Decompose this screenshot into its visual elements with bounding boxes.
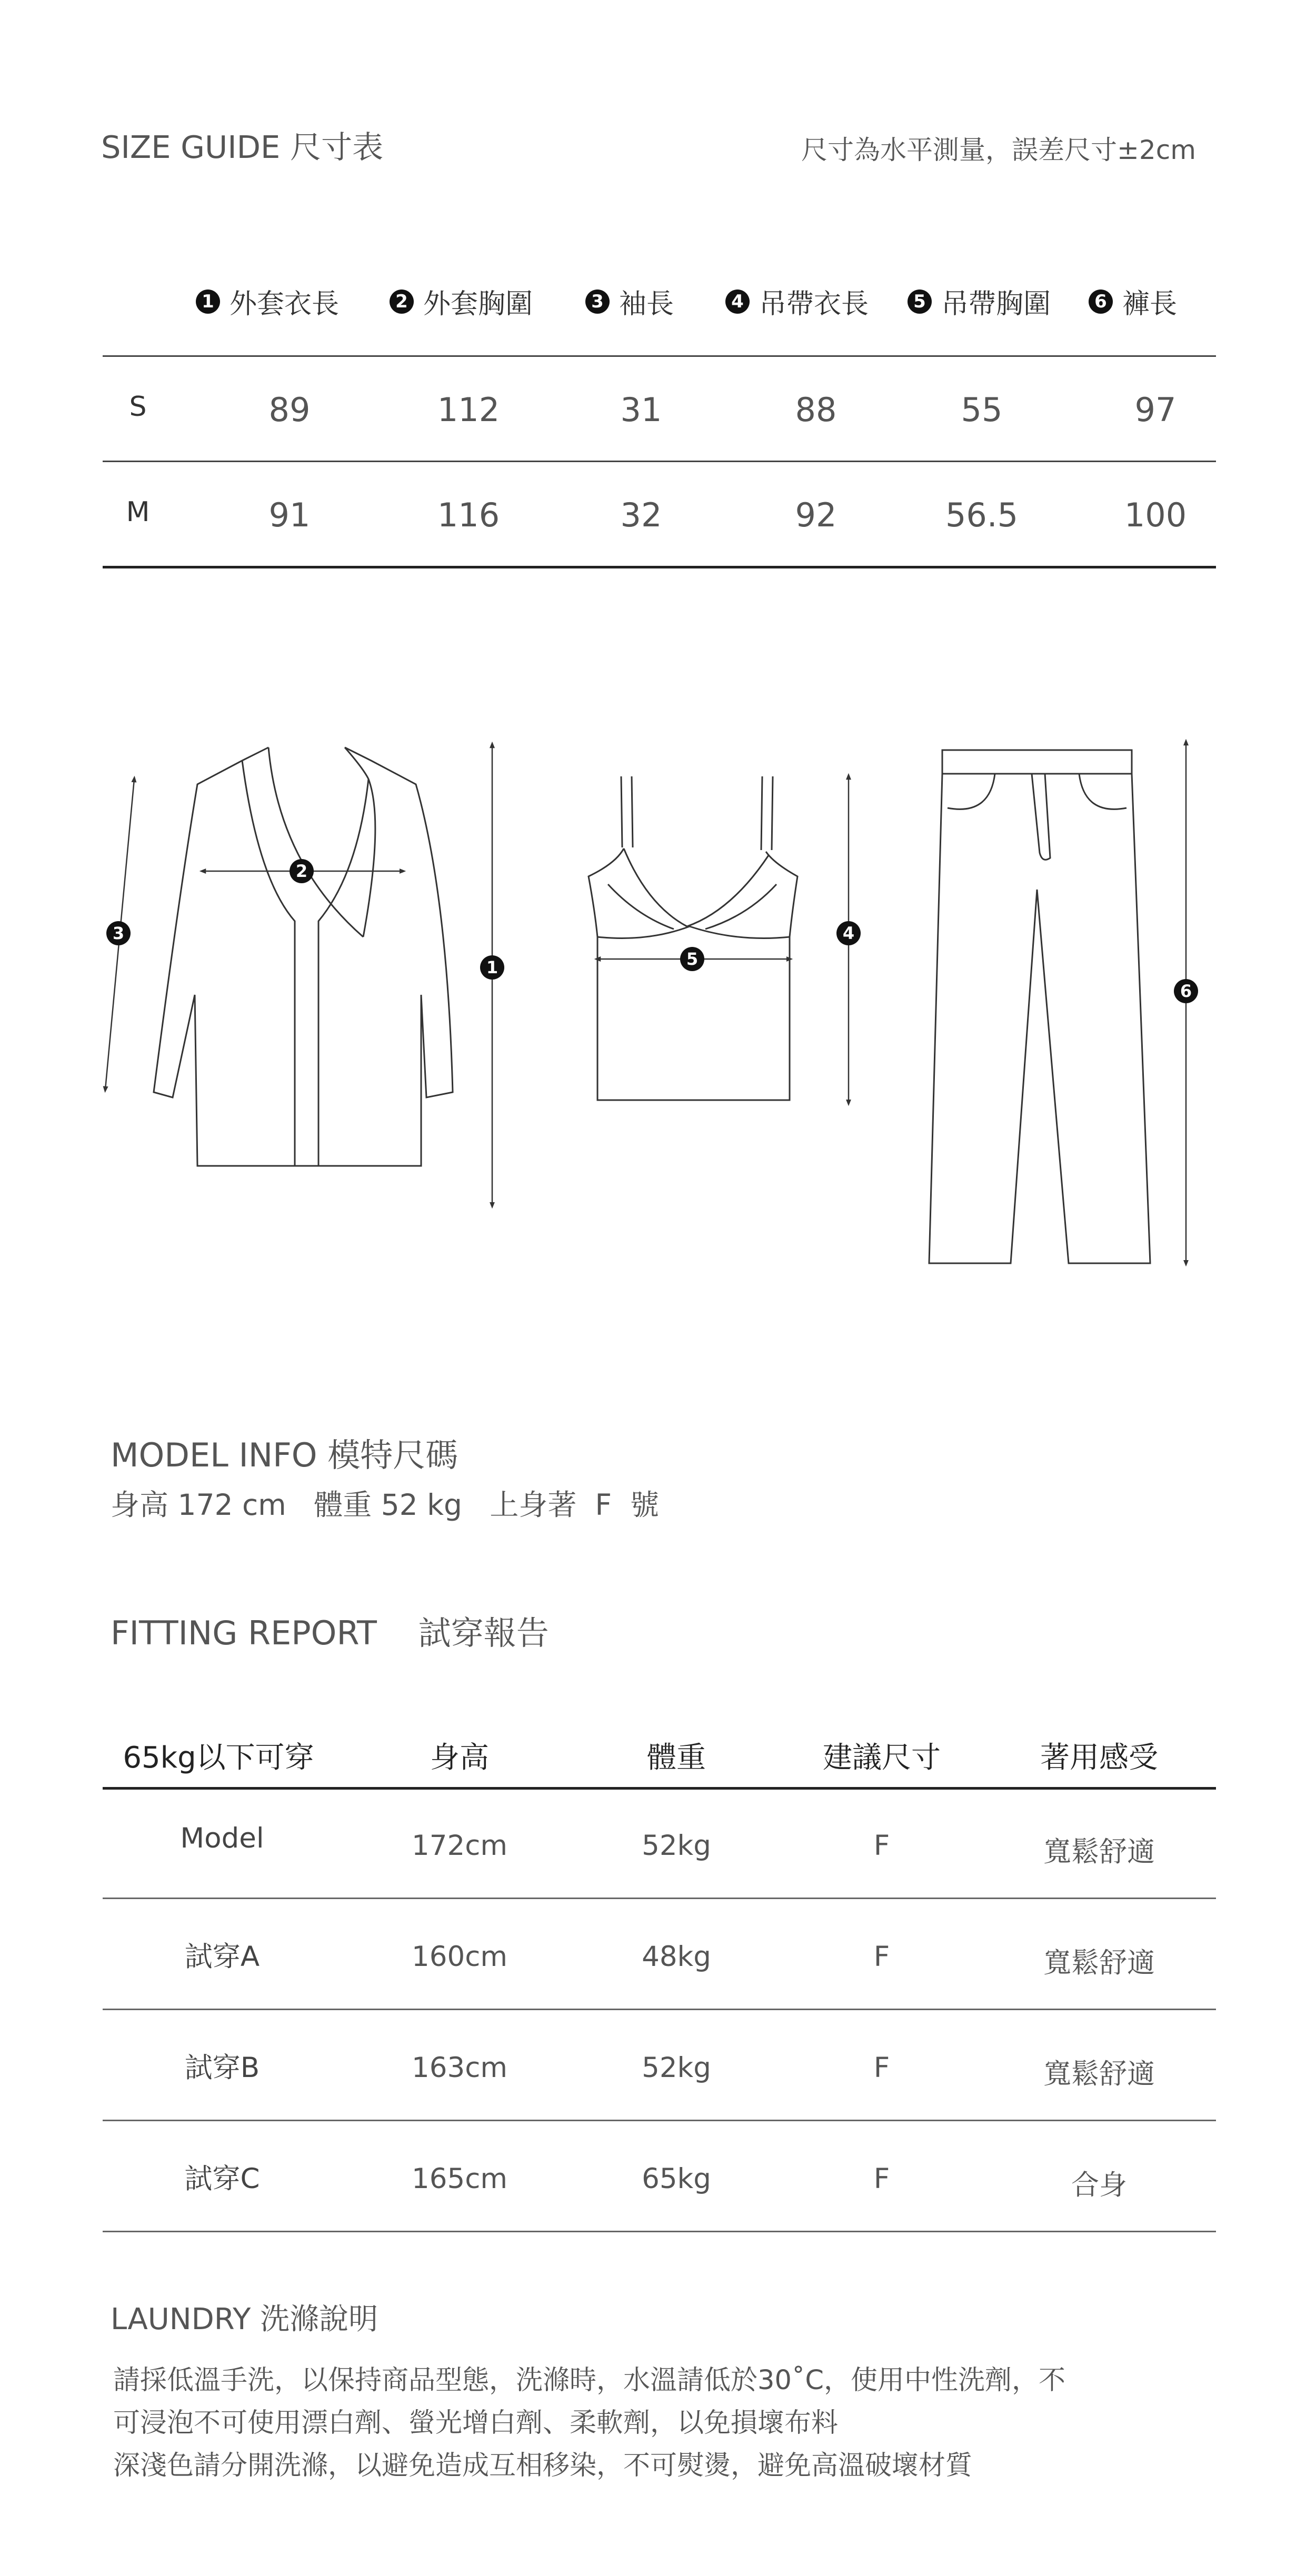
column-header-sleeve-length xyxy=(585,282,674,321)
table-bottom-border xyxy=(103,566,1216,568)
svg-text:3: 3 xyxy=(112,923,125,943)
marker-6-icon xyxy=(1174,979,1198,1003)
table-cell: 合身 xyxy=(1071,2169,1127,2201)
table-cell: 31 xyxy=(620,391,662,429)
fitting-report-title: FITTING REPORT 試穿報告 xyxy=(111,1614,549,1652)
table-divider xyxy=(103,355,1216,357)
column-header-pants-length xyxy=(1089,282,1177,321)
laundry-title: LAUNDRY 洗滌說明 xyxy=(111,2302,378,2337)
column-header-label: 外套衣長 xyxy=(230,288,340,320)
svg-text:6: 6 xyxy=(1180,981,1192,1001)
size-label-m: M xyxy=(126,496,150,528)
number-6-icon: 6 xyxy=(1089,289,1113,314)
table-cell: F xyxy=(873,2052,890,2084)
table-cell: 48kg xyxy=(642,1941,711,1973)
table-cell: 寬鬆舒適 xyxy=(1043,1947,1155,1979)
table-cell: 56.5 xyxy=(945,496,1019,534)
svg-text:1: 1 xyxy=(486,957,499,977)
measurement-note: 尺寸為水平測量，誤差尺寸±2cm xyxy=(801,135,1196,165)
garment-diagram xyxy=(0,721,1316,1279)
table-cell: F xyxy=(873,2163,890,2195)
table-divider xyxy=(103,1898,1216,1899)
table-cell: 寬鬆舒適 xyxy=(1043,2058,1155,2090)
table-cell: 32 xyxy=(620,496,662,534)
table-cell: 100 xyxy=(1124,496,1187,534)
table-divider xyxy=(103,2009,1216,2010)
table-cell: 172cm xyxy=(412,1830,507,1862)
number-4-icon: 4 xyxy=(725,289,750,314)
size-guide-title: SIZE GUIDE 尺寸表 xyxy=(101,129,384,165)
table-cell: 163cm xyxy=(412,2052,507,2084)
number-3-icon: 3 xyxy=(585,289,610,314)
table-cell: 65kg xyxy=(642,2163,711,2195)
fitting-header-size: 建議尺寸 xyxy=(823,1741,941,1775)
fitting-header-height: 身高 xyxy=(430,1741,489,1775)
fitting-header-divider xyxy=(103,1787,1216,1790)
column-header-label: 外套胸圍 xyxy=(423,288,533,320)
marker-1-icon xyxy=(480,955,504,980)
fitting-row-label: 試穿A xyxy=(184,1941,260,1973)
fitting-row-label: Model xyxy=(180,1822,264,1854)
number-5-icon: 5 xyxy=(908,289,932,314)
model-info-title: MODEL INFO 模特尺碼 xyxy=(111,1436,458,1474)
fitting-row-label: 試穿B xyxy=(184,2052,260,2084)
number-1-icon: 1 xyxy=(196,289,220,314)
column-header-label: 吊帶衣長 xyxy=(759,288,869,320)
table-cell: 116 xyxy=(437,496,500,534)
column-header-coat-length xyxy=(196,282,339,321)
column-header-label: 袖長 xyxy=(619,288,674,320)
laundry-line: 請採低溫手洗，以保持商品型態，洗滌時，水溫請低於30˚C，使用中性洗劑，不 xyxy=(113,2365,1066,2396)
laundry-line: 深淺色請分開洗滌，以避免造成互相移染，不可熨燙，避免高溫破壞材質 xyxy=(113,2450,973,2481)
laundry-line: 可浸泡不可使用漂白劑、螢光增白劑、柔軟劑，以免損壞布料 xyxy=(113,2408,839,2439)
fitting-header-weight: 體重 xyxy=(647,1741,706,1775)
column-header-label: 吊帶胸圍 xyxy=(941,288,1051,320)
table-cell: 165cm xyxy=(412,2163,507,2195)
camisole-illustration xyxy=(589,776,797,1100)
table-divider xyxy=(103,2120,1216,2121)
table-cell: 52kg xyxy=(642,1830,711,1862)
table-cell: F xyxy=(873,1941,890,1973)
marker-5-icon xyxy=(680,947,704,971)
table-cell: 55 xyxy=(961,391,1003,429)
table-cell: 97 xyxy=(1134,391,1177,429)
table-cell: 91 xyxy=(268,496,311,534)
svg-text:4: 4 xyxy=(842,923,855,943)
number-2-icon: 2 xyxy=(390,289,414,314)
table-cell: 52kg xyxy=(642,2052,711,2084)
size-label-s: S xyxy=(129,391,147,423)
table-divider xyxy=(103,461,1216,462)
table-cell: 88 xyxy=(795,391,837,429)
fitting-header-fit: 著用感受 xyxy=(1040,1741,1158,1775)
marker-4-icon xyxy=(836,921,861,945)
table-cell: 92 xyxy=(795,496,837,534)
pants-illustration xyxy=(929,750,1150,1263)
svg-text:2: 2 xyxy=(295,861,308,881)
column-header-coat-chest xyxy=(390,282,533,321)
column-header-label: 褲長 xyxy=(1122,288,1178,320)
table-cell: 89 xyxy=(268,391,311,429)
fitting-header-weight-limit: 65kg以下可穿 xyxy=(123,1741,314,1775)
table-cell: F xyxy=(873,1830,890,1862)
fitting-row-label: 試穿C xyxy=(184,2163,260,2195)
table-cell: 160cm xyxy=(412,1941,507,1973)
marker-2-icon xyxy=(290,859,314,883)
column-header-cami-length xyxy=(725,282,869,321)
coat-illustration xyxy=(154,747,453,1166)
model-info-details: 身高 172 cm 體重 52 kg 上身著 F 號 xyxy=(111,1488,659,1522)
table-cell: 寬鬆舒適 xyxy=(1043,1836,1155,1868)
table-divider xyxy=(103,2231,1216,2232)
column-header-cami-chest xyxy=(908,282,1051,321)
svg-text:5: 5 xyxy=(686,949,699,969)
marker-3-icon xyxy=(106,921,131,945)
table-cell: 112 xyxy=(437,391,500,429)
